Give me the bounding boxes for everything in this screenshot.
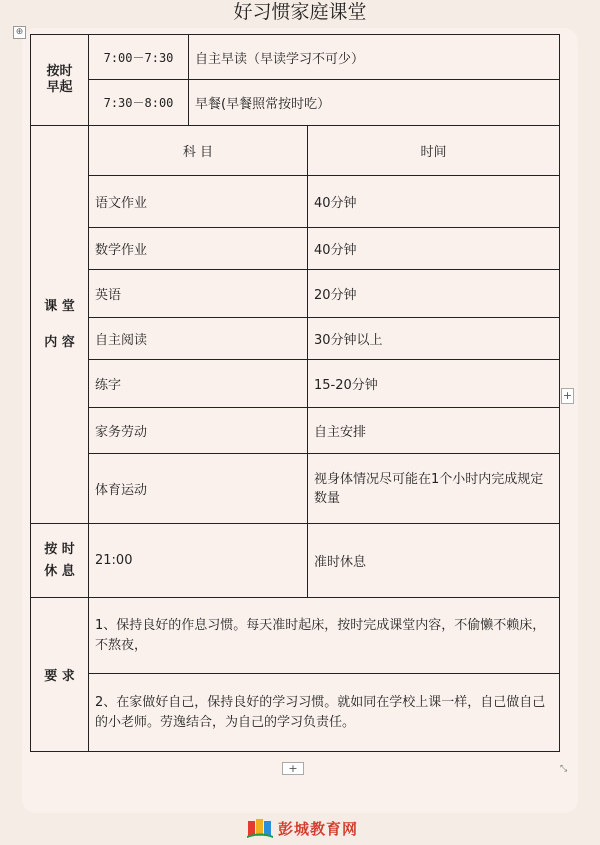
rest-label: 按 时 休 息: [31, 524, 89, 598]
time-cell: 40分钟: [308, 176, 560, 228]
table-row: [31, 408, 560, 454]
table-row: [31, 35, 560, 80]
page-title: 好习惯家庭课堂: [233, 1, 367, 23]
subject-cell: 语文作业: [89, 176, 308, 228]
table-move-handle-icon[interactable]: ⊕: [13, 26, 26, 39]
requirements-label: 要 求: [31, 598, 89, 752]
table-row: [31, 318, 560, 360]
morning-label: 按时 早起: [31, 35, 89, 126]
morning-time-1: 7:00－7:30: [89, 35, 189, 80]
time-cell: 15-20分钟: [308, 360, 560, 408]
morning-activity-2: 早餐(早餐照常按时吃）: [189, 80, 560, 126]
table-row: [31, 454, 560, 524]
site-logo: [246, 817, 358, 839]
time-cell: 20分钟: [308, 270, 560, 318]
time-header: 时间: [308, 126, 560, 176]
resize-handle-icon[interactable]: ⤡: [560, 764, 568, 774]
table-row: [31, 176, 560, 228]
book-logo-icon: [246, 817, 274, 839]
requirement-item: 1、保持良好的作息习惯。每天准时起床，按时完成课堂内容，不偷懒不赖床，不熬夜，: [89, 598, 560, 674]
table-row: [31, 524, 560, 598]
time-cell: 40分钟: [308, 228, 560, 270]
subject-cell: 练字: [89, 360, 308, 408]
classroom-label: 课 堂 内 容: [31, 126, 89, 524]
add-column-button[interactable]: +: [562, 389, 573, 402]
schedule-table: [30, 34, 560, 752]
rest-time: 21:00: [89, 524, 308, 598]
subject-cell: 英语: [89, 270, 308, 318]
subject-cell: 数学作业: [89, 228, 308, 270]
table-row: [31, 80, 560, 126]
subject-cell: 体育运动: [89, 454, 308, 524]
rest-note: 准时休息: [308, 524, 560, 598]
table-row: [31, 228, 560, 270]
morning-activity-1: 自主早读（早读学习不可少）: [189, 35, 560, 80]
subject-cell: 家务劳动: [89, 408, 308, 454]
table-row: [31, 270, 560, 318]
requirement-item: 2、在家做好自己，保持良好的学习习惯。就如同在学校上课一样，自己做自己的小老师。劳逸结合，为自己的学习负责任。: [89, 674, 560, 752]
logo-text: 彭城教育网: [278, 819, 359, 838]
time-cell: 视身体情况尽可能在1个小时内完成规定数量: [308, 454, 560, 524]
add-row-button[interactable]: +: [282, 762, 304, 775]
subject-cell: 自主阅读: [89, 318, 308, 360]
time-cell: 自主安排: [308, 408, 560, 454]
morning-time-2: 7:30－8:00: [89, 80, 189, 126]
time-cell: 30分钟以上: [308, 318, 560, 360]
table-row: [31, 126, 560, 176]
subject-header: 科 目: [89, 126, 308, 176]
table-row: [31, 674, 560, 752]
table-row: [31, 360, 560, 408]
table-row: [31, 598, 560, 674]
